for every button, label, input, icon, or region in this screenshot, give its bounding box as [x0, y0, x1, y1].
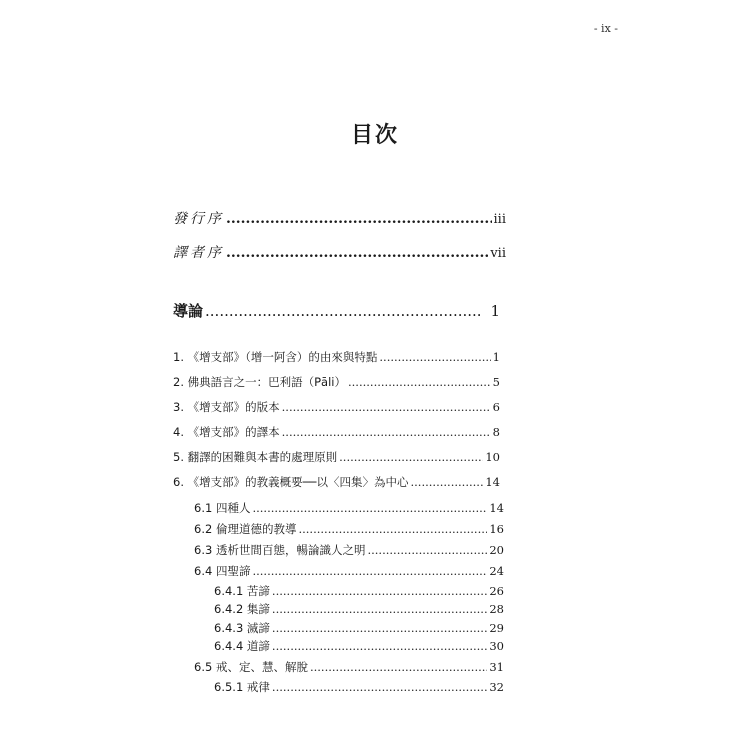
- dot-leader: [272, 584, 487, 598]
- dot-leader: [282, 425, 491, 439]
- toc-entry-label: 6.3 透析世間百態，暢論識人之明: [194, 543, 366, 557]
- toc-entry-label: 1. 《增支部》（增一阿含）的由來與特點: [173, 350, 378, 364]
- toc-entry-subsection-6-2[interactable]: [194, 521, 504, 537]
- toc-entry-section-2[interactable]: [173, 374, 500, 390]
- dot-leader: [339, 450, 483, 464]
- toc-entry-page: 31: [489, 660, 504, 674]
- toc-entry-page: iii: [493, 212, 506, 227]
- toc-entry-page: 24: [489, 564, 504, 578]
- toc-entry-label: 導論: [173, 302, 204, 320]
- toc-entry-page: vii: [490, 246, 506, 261]
- toc-entry-subsubsection-6-5-1[interactable]: [214, 679, 504, 695]
- dot-leader: [226, 245, 488, 261]
- dot-leader: [252, 501, 487, 515]
- toc-entry-label: 6. 《增支部》的教義概要──以〈四集〉為中心: [173, 475, 409, 489]
- toc-entry-label: 6.2 倫理道德的教導: [194, 522, 297, 536]
- dot-leader: [205, 302, 480, 320]
- toc-entry-subsection-6-3[interactable]: [194, 542, 504, 558]
- toc-entry-subsubsection-6-4-1[interactable]: [214, 583, 504, 599]
- toc-entry-label: 6.4.4 道諦: [214, 639, 270, 653]
- toc-entry-label: 譯者序: [173, 245, 224, 261]
- toc-entry-label: 6.4.1 苦諦: [214, 584, 270, 598]
- toc-entry-label: 3. 《增支部》的版本: [173, 400, 280, 414]
- toc-entry-label: 發行序: [173, 211, 224, 227]
- dot-leader: [379, 350, 490, 364]
- toc-entry-preface-translator[interactable]: [173, 242, 506, 262]
- dot-leader: [348, 375, 491, 389]
- toc-entry-page: 32: [489, 680, 504, 694]
- toc-entry-subsubsection-6-4-3[interactable]: [214, 620, 504, 636]
- toc-entry-label: 6.5.1 戒律: [214, 680, 270, 694]
- toc-entry-label: 6.4.3 滅諦: [214, 621, 270, 635]
- toc-entry-page: 30: [489, 639, 504, 653]
- dot-leader: [367, 543, 487, 557]
- toc-entry-subsubsection-6-4-2[interactable]: [214, 601, 504, 617]
- toc-entry-label: 6.1 四種人: [194, 501, 251, 515]
- dot-leader: [410, 475, 483, 489]
- toc-entry-page: 26: [489, 584, 504, 598]
- toc-entry-page: 28: [489, 602, 504, 616]
- page-number: - ix -: [593, 22, 618, 35]
- dot-leader: [272, 621, 487, 635]
- dot-leader: [282, 400, 491, 414]
- toc-entry-page: 20: [489, 543, 504, 557]
- toc-entry-page: 14: [485, 475, 500, 489]
- toc-entry-page: 6: [492, 400, 500, 414]
- dot-leader: [252, 564, 487, 578]
- toc-entry-page: 1: [490, 302, 500, 320]
- toc-entry-label: 5. 翻譯的困難與本書的處理原則: [173, 450, 338, 464]
- toc-entry-section-4[interactable]: [173, 424, 500, 440]
- toc-entry-section-5[interactable]: [173, 449, 500, 465]
- toc-entry-label: 4. 《增支部》的譯本: [173, 425, 280, 439]
- dot-leader: [272, 602, 487, 616]
- toc-entry-page: 8: [492, 425, 500, 439]
- toc-entry-label: 6.5 戒、定、慧、解脫: [194, 660, 308, 674]
- toc-entry-page: 10: [485, 450, 500, 464]
- toc-entry-label: 6.4 四聖諦: [194, 564, 251, 578]
- toc-entry-section-6[interactable]: [173, 474, 500, 490]
- page-title: 目次: [350, 123, 399, 148]
- toc-entry-intro[interactable]: [173, 300, 500, 321]
- toc-entry-preface-publisher[interactable]: [173, 208, 506, 228]
- toc-entry-subsection-6-5[interactable]: [194, 659, 504, 675]
- dot-leader: [298, 522, 487, 536]
- toc-entry-label: 6.4.2 集諦: [214, 602, 270, 616]
- toc-entry-section-3[interactable]: [173, 399, 500, 415]
- dot-leader: [226, 211, 492, 227]
- dot-leader: [310, 660, 487, 674]
- toc-entry-page: 1: [492, 350, 500, 364]
- toc-entry-subsubsection-6-4-4[interactable]: [214, 638, 504, 654]
- toc-entry-label: 2. 佛典語言之一：巴利語（Pāli）: [173, 375, 346, 389]
- toc-entry-page: 14: [489, 501, 504, 515]
- toc-entry-subsection-6-1[interactable]: [194, 500, 504, 516]
- toc-entry-subsection-6-4[interactable]: [194, 563, 504, 579]
- toc-entry-section-1[interactable]: [173, 349, 500, 365]
- toc-entry-page: 29: [489, 621, 504, 635]
- dot-leader: [272, 639, 487, 653]
- toc-entry-page: 16: [489, 522, 504, 536]
- toc-entry-page: 5: [492, 375, 500, 389]
- dot-leader: [272, 680, 487, 694]
